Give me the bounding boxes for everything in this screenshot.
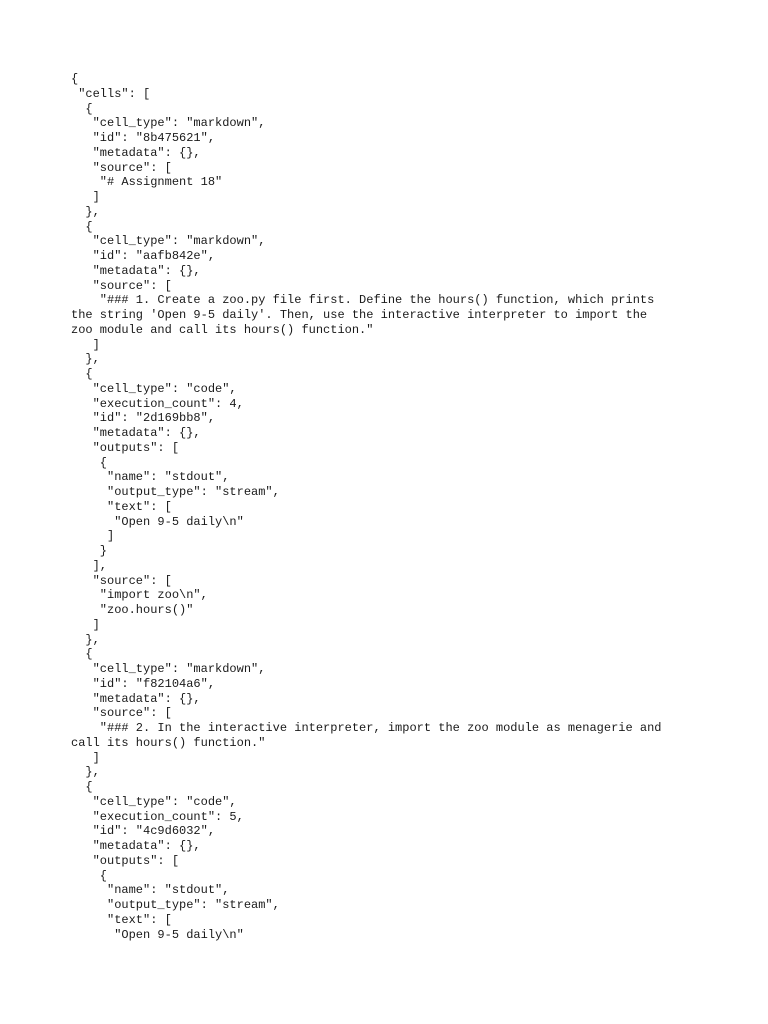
source-line: "Open 9-5 daily\n" <box>71 927 244 942</box>
source-line: "# Assignment 18" <box>71 175 223 190</box>
source-line: ] <box>71 337 100 352</box>
source-line: "source": [ <box>71 573 172 588</box>
source-line: "id": "4c9d6032", <box>71 824 216 839</box>
source-line: }, <box>71 765 100 780</box>
source-line: "output_type": "stream", <box>71 485 280 499</box>
source-line: "metadata": {}, <box>71 691 201 706</box>
source-line: "import zoo\n", <box>71 588 208 603</box>
source-line: the string 'Open 9-5 daily'. Then, use the interactive interpreter to import the <box>71 308 648 322</box>
source-line: "outputs": [ <box>71 853 180 868</box>
source-line: ] <box>71 617 100 632</box>
source-line: "cell_type": "code", <box>71 794 237 809</box>
source-line: "id": "aafb842e", <box>71 249 216 263</box>
source-line: "output_type": "stream", <box>71 898 280 912</box>
source-line: "id": "2d169bb8", <box>71 411 216 426</box>
source-line: ] <box>71 190 100 204</box>
source-line: "cell_type": "code", <box>71 381 237 396</box>
source-line: "cell_type": "markdown", <box>71 234 266 249</box>
source-line: "cells": [ <box>71 86 151 101</box>
source-line: }, <box>71 204 100 219</box>
source-line: } <box>71 544 108 558</box>
notebook-json-source <box>71 72 711 942</box>
source-line: "source": [ <box>71 160 172 175</box>
source-line: "outputs": [ <box>71 440 180 455</box>
source-line: { <box>71 647 93 662</box>
source-line: "text": [ <box>71 912 172 927</box>
source-line: "source": [ <box>71 278 172 293</box>
source-line: "### 1. Create a zoo.py file first. Define the hours() function, which prints <box>71 293 655 308</box>
source-line: "metadata": {}, <box>71 426 201 440</box>
source-line: "metadata": {}, <box>71 145 201 160</box>
source-line: ], <box>71 558 108 573</box>
source-line: ] <box>71 529 115 544</box>
source-line: "cell_type": "markdown", <box>71 662 266 676</box>
source-line: "name": "stdout", <box>71 470 230 485</box>
source-line: ] <box>71 750 100 765</box>
source-line: "Open 9-5 daily\n" <box>71 514 244 529</box>
source-line: }, <box>71 352 100 367</box>
source-line: { <box>71 868 108 883</box>
source-line: "zoo.hours()" <box>71 603 194 617</box>
source-line: { <box>71 367 93 381</box>
source-line: "id": "8b475621", <box>71 131 216 145</box>
source-line: zoo module and call its hours() function." <box>71 322 374 337</box>
source-line: { <box>71 455 108 470</box>
source-line: "metadata": {}, <box>71 839 201 853</box>
source-line: { <box>71 219 93 234</box>
source-line: { <box>71 72 79 86</box>
source-line: "execution_count": 4, <box>71 396 244 411</box>
source-line: "source": [ <box>71 706 172 721</box>
source-line: "cell_type": "markdown", <box>71 116 266 131</box>
source-line: "text": [ <box>71 499 172 514</box>
source-line: "metadata": {}, <box>71 263 201 278</box>
source-line: "name": "stdout", <box>71 883 230 898</box>
source-line: "### 2. In the interactive interpreter, import the zoo module as menagerie and <box>71 721 662 735</box>
source-line: "execution_count": 5, <box>71 809 244 824</box>
source-line: }, <box>71 632 100 647</box>
source-line: call its hours() function." <box>71 735 266 750</box>
source-line: "id": "f82104a6", <box>71 676 216 691</box>
source-line: { <box>71 101 93 116</box>
source-line: { <box>71 780 93 794</box>
